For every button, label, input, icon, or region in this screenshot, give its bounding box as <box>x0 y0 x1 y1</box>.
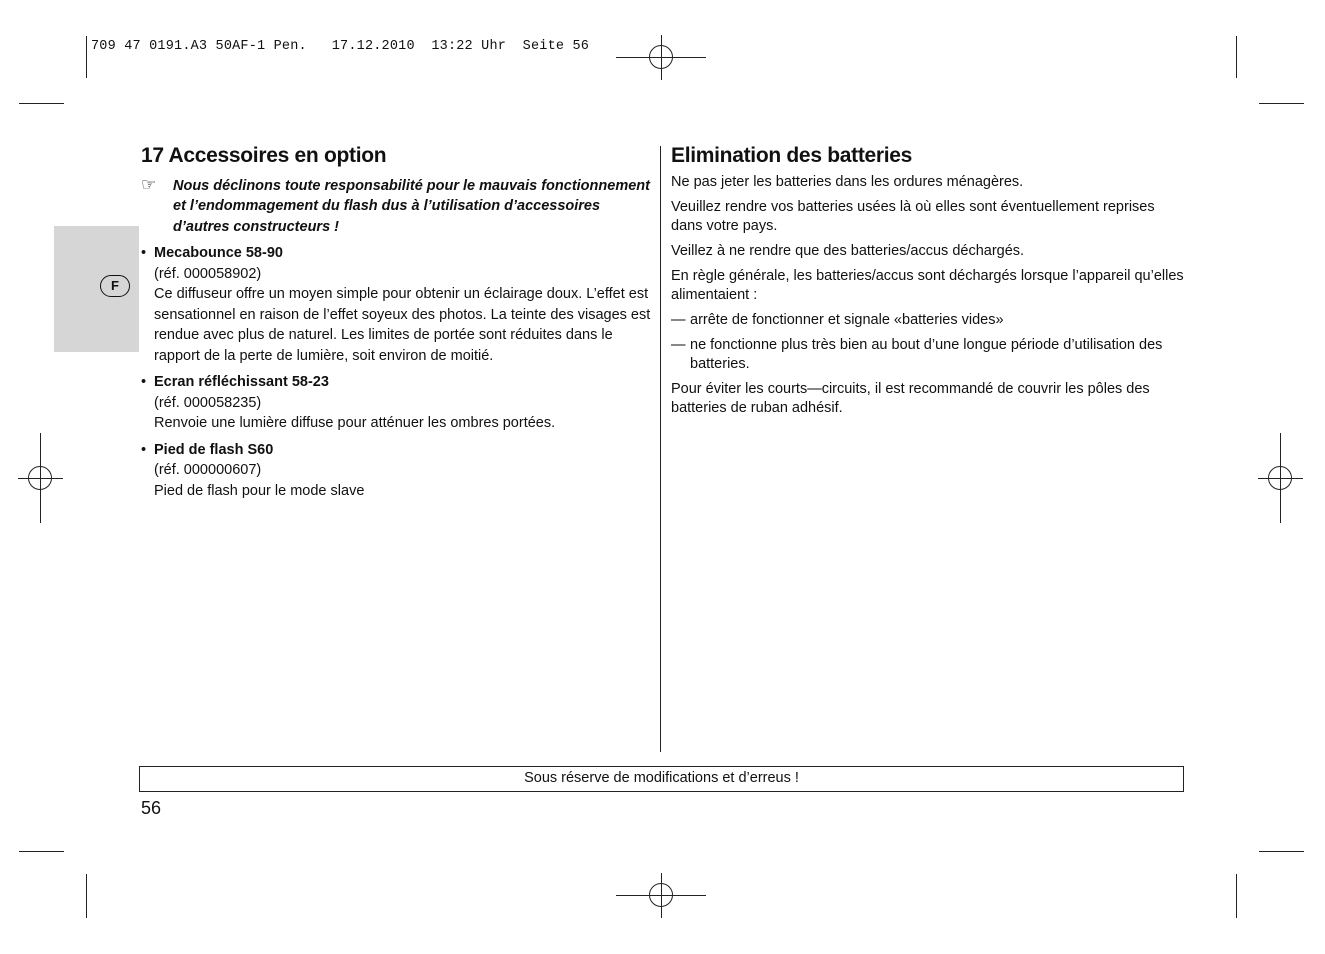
paragraph: En règle générale, les batteries/accus sont déchargés lorsque l’appareil qu’elles alimentaient : <box>671 268 1184 303</box>
accessory-item <box>141 372 651 434</box>
dash-list-item <box>671 311 1186 330</box>
warning-note-text: Nous déclinons toute responsabilité pour le mauvais fonctionnement et l’endommagement du flash dus à l’utilisation d’accessoires d’autres constructeurs ! <box>173 177 650 235</box>
accessory-item <box>141 243 651 366</box>
paragraph: Pour éviter les courts—circuits, il est recommandé de couvrir les pôles des batteries de ruban adhésif. <box>671 381 1150 416</box>
accessory-ref: (réf. 000058235) <box>154 394 262 411</box>
bullet-icon: • <box>141 245 147 261</box>
warning-note <box>141 176 651 238</box>
accessory-ref: (réf. 000000607) <box>154 462 262 478</box>
accessories-section <box>141 146 651 501</box>
crop-mark <box>86 36 87 78</box>
dash-item-text: ne fonctionne plus très bien au bout d’une longue période d’utilisation des batteries. <box>690 337 1163 372</box>
registration-mark-bottom <box>616 873 706 918</box>
dash-icon: — <box>671 312 686 328</box>
accessory-item <box>141 440 651 502</box>
language-tab <box>54 226 139 352</box>
registration-mark-left <box>18 433 63 523</box>
column-divider <box>660 146 661 752</box>
crop-mark <box>1259 851 1304 852</box>
bullet-icon: • <box>141 441 147 458</box>
crop-mark <box>19 851 64 852</box>
crop-mark <box>1259 103 1304 104</box>
battery-heading: Elimination des batteries <box>671 144 913 167</box>
paragraph: Ne pas jeter les batteries dans les ordures ménagères. <box>671 174 1024 190</box>
accessory-desc: Pied de flash pour le mode slave <box>154 482 365 499</box>
battery-disposal-section <box>671 146 1186 418</box>
dash-list-item <box>671 336 1186 374</box>
registration-mark-top <box>616 35 706 80</box>
page-number: 56 <box>141 798 162 818</box>
footer-disclaimer: Sous réserve de modifications et d’erreus ! <box>139 766 1184 792</box>
accessory-name: Mecabounce 58-90 <box>154 245 283 261</box>
crop-mark <box>86 874 87 918</box>
paragraph: Veuillez rendre vos batteries usées là où elles sont éventuellement reprises dans votre pays. <box>671 199 1155 234</box>
registration-mark-right <box>1258 433 1303 523</box>
accessories-heading: 17 Accessoires en option <box>141 144 387 167</box>
accessory-name: Ecran réfléchissant 58-23 <box>154 374 329 390</box>
accessory-desc: Ce diffuseur offre un moyen simple pour obtenir un éclairage doux. L’effet est sensationnel en raison de l’effet soyeux des photos. La teinte des visages est rendue avec plus de naturel. Les limites de portée sont réduites dans le rapport de la perte de lumière, soit environ de moitié. <box>154 286 651 364</box>
accessory-name: Pied de flash S60 <box>154 441 274 458</box>
accessory-desc: Renvoie une lumière diffuse pour atténuer les ombres portées. <box>154 415 556 431</box>
accessory-ref: (réf. 000058902) <box>154 265 262 282</box>
crop-mark <box>1236 874 1237 918</box>
crop-mark <box>19 103 64 104</box>
dash-item-text: arrête de fonctionner et signale «batteries vides» <box>690 312 1004 328</box>
bullet-icon: • <box>141 374 147 390</box>
paragraph: Veillez à ne rendre que des batteries/accus déchargés. <box>671 243 1025 259</box>
pointing-hand-icon: ☞ <box>141 174 157 194</box>
crop-mark <box>1236 36 1237 78</box>
language-badge: F <box>100 275 130 297</box>
dash-icon: — <box>671 337 686 353</box>
print-slug: 709 47 0191.A3 50AF-1 Pen. 17.12.2010 13:22 Uhr Seite 56 <box>91 39 590 54</box>
